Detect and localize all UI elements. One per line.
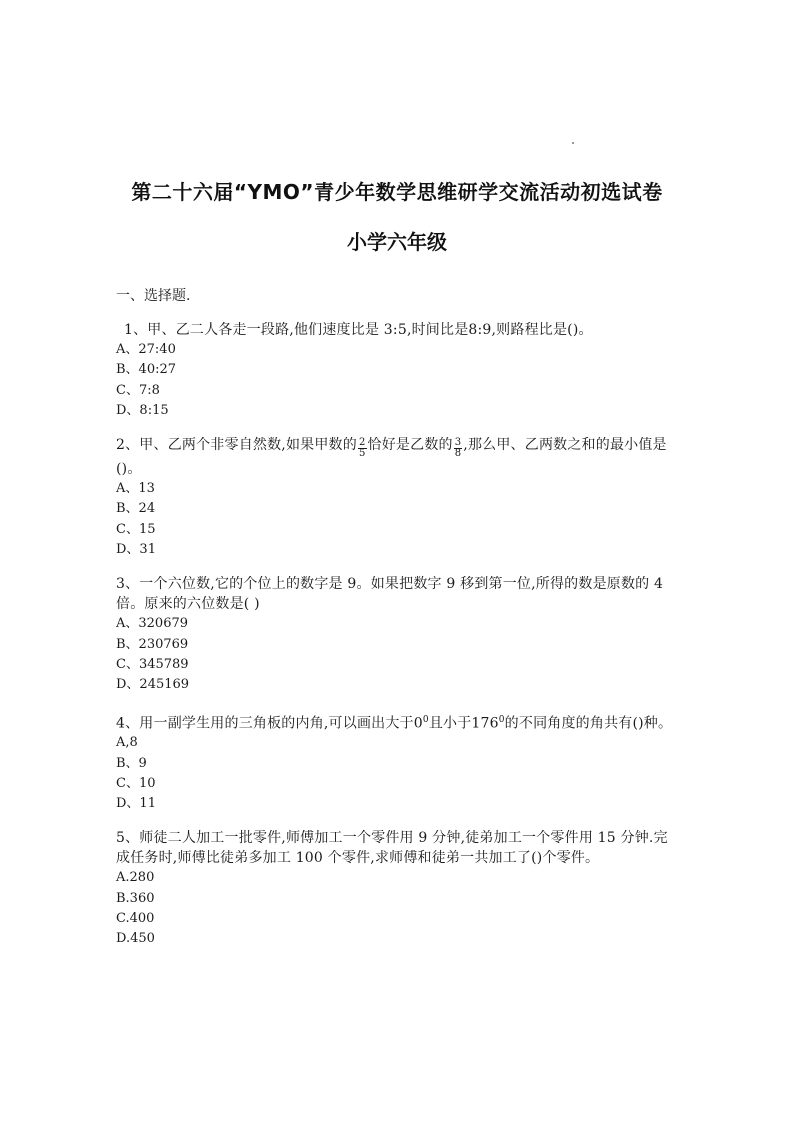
question-5-text: 5、师徒二人加工一批零件,师傅加工一个零件用 9 分钟,徒弟加工一个零件用 15 分钟.完成任务时,师傅比徒弟多加工 100 个零件,求师傅和徒弟一共加工了()个零件。 xyxy=(116,830,668,867)
question-3-option-d: D、245169 xyxy=(116,677,190,693)
question-2-option-a: A、13 xyxy=(116,481,155,497)
degree-superscript: 0 xyxy=(422,714,429,725)
question-4-text xyxy=(116,710,676,734)
question-4-text-part1: 4、用一副学生用的三角板的内角,可以画出大于0 xyxy=(116,715,423,732)
question-4-text-part2: 且小于176 xyxy=(428,715,499,732)
question-2-text-part3: ,那么甲、乙两数之和的最小值是()。 xyxy=(116,437,667,478)
fraction-numerator: 2 xyxy=(358,437,366,449)
fraction-two-fifths xyxy=(358,438,367,459)
fraction-denominator: 8 xyxy=(454,448,462,460)
question-2-option-b: B、24 xyxy=(116,501,156,517)
question-5-option-d: D.450 xyxy=(116,931,155,947)
exam-title: 第二十六届“YMO”青少年数学思维研学交流活动初选试卷 xyxy=(131,180,663,204)
fraction-three-eighths xyxy=(454,438,463,459)
question-4-option-c: C、10 xyxy=(116,775,156,791)
question-1-option-c: C、7:8 xyxy=(116,382,160,398)
question-4-option-b: B、9 xyxy=(116,755,147,771)
question-5-option-c: C.400 xyxy=(116,911,155,926)
question-2-option-c: C、15 xyxy=(116,521,156,537)
question-1 xyxy=(116,320,676,421)
question-2-text-part2: 恰好是乙数的 xyxy=(367,437,453,454)
question-3-option-a: A、320679 xyxy=(116,616,189,632)
question-2 xyxy=(116,435,676,560)
section-heading: 一、选择题. xyxy=(116,288,191,304)
question-4-option-d: D、11 xyxy=(116,796,156,812)
question-5-option-a: A.280 xyxy=(116,870,155,886)
question-4-text-part3: 的不同角度的角共有()种。 xyxy=(504,715,673,732)
question-3-option-c: C、345789 xyxy=(116,656,189,672)
question-2-text xyxy=(116,435,676,479)
question-1-option-a: A、27:40 xyxy=(116,342,176,357)
question-3-text: 3、一个六位数,它的个位上的数字是 9。如果把数字 9 移到第一位,所得的数是原数的 4 倍。原来的六位数是( ) xyxy=(116,576,664,613)
question-1-text: 1、甲、乙二人各走一段路,他们速度比是 3:5,时间比是8:9,则路程比是()。 xyxy=(124,322,593,338)
speck-dot xyxy=(572,142,574,144)
exam-body xyxy=(116,286,676,964)
question-1-option-d: D、8:15 xyxy=(116,402,169,418)
exam-subtitle: 小学六年级 xyxy=(347,230,447,254)
question-1-option-b: B、40:27 xyxy=(116,362,177,378)
question-2-option-d: D、31 xyxy=(116,542,156,558)
fraction-denominator: 5 xyxy=(358,448,366,460)
fraction-numerator: 3 xyxy=(454,437,462,449)
question-5-option-b: B.360 xyxy=(116,890,155,906)
degree-superscript: 0 xyxy=(498,714,505,725)
question-5 xyxy=(116,828,676,949)
question-3-option-b: B、230769 xyxy=(116,636,189,652)
question-3 xyxy=(116,574,676,695)
question-2-text-part1: 2、甲、乙两个非零自然数,如果甲数的 xyxy=(116,437,357,454)
question-4 xyxy=(116,710,676,815)
question-4-option-a: A,8 xyxy=(116,735,138,751)
